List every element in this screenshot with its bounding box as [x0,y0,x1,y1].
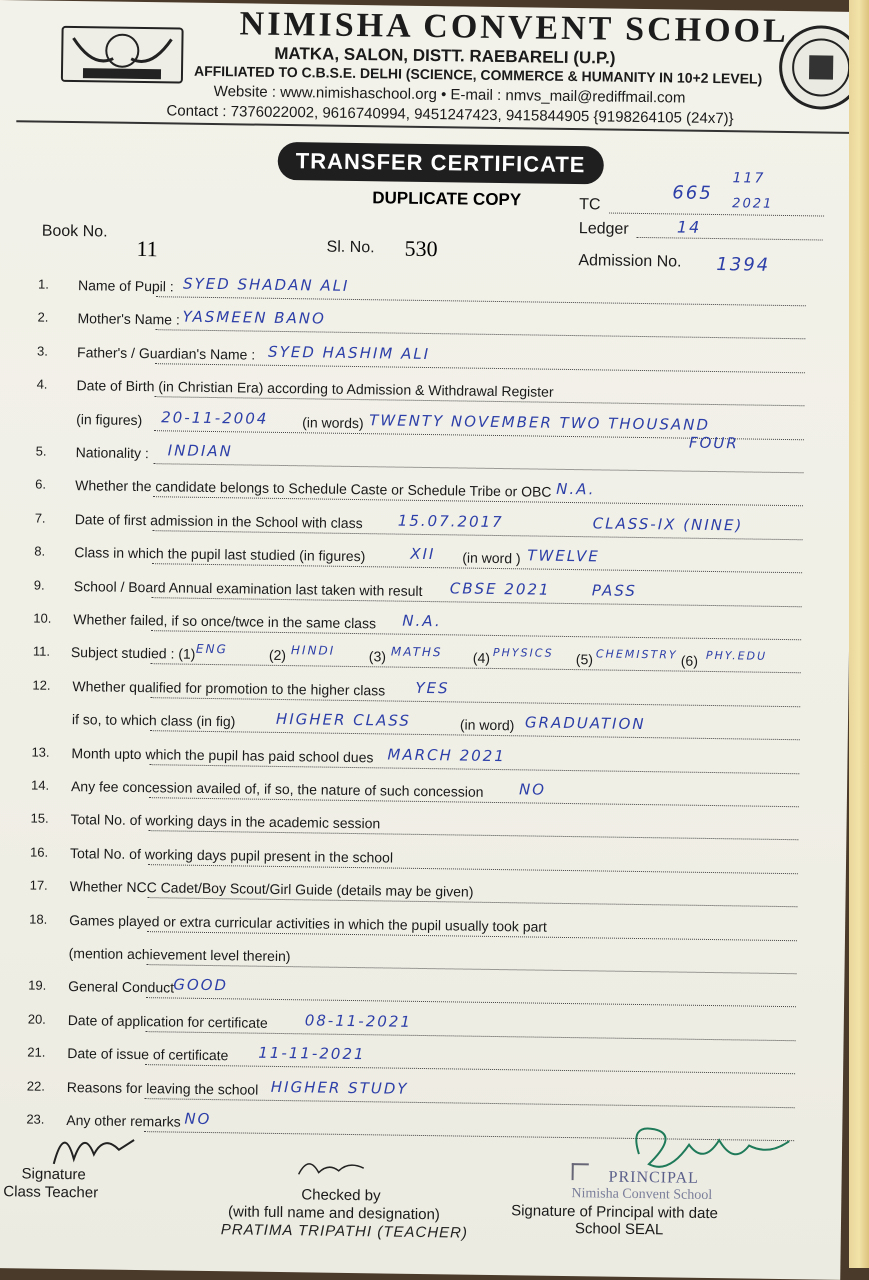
row-label-2: (in word ) [462,549,521,567]
row-dotted-line [149,764,799,774]
row-dotted-line [156,296,806,306]
tc-year-value: 2021 [732,196,774,212]
row-label: (mention achievement level therein) [68,945,291,965]
row-number: 21. [27,1044,46,1060]
row-number: 15. [30,810,49,826]
row-number: 9. [33,577,45,593]
row-label: Reasons for leaving the school [66,1079,259,1098]
admission-label: Admission No. [578,252,682,271]
row-dotted-line [155,363,805,373]
checked-by-note: (with full name and designation) [227,1203,440,1224]
row-label: Date of first admission in the School with class [74,511,363,532]
subject-3-value: MATHS [390,644,443,660]
checked-by-label: Checked by [301,1186,381,1205]
row-dotted-line [155,329,805,339]
row-number: 16. [30,844,49,860]
row-label: Whether NCC Cadet/Boy Scout/Girl Guide (details may be given) [69,878,474,900]
row-value: NO [518,780,547,799]
school-address: MATKA, SALON, DISTT. RAEBARELI (U.P.) [274,43,616,68]
row-value-2: GRADUATION [524,713,646,734]
row-dotted-line [152,597,802,607]
row-dotted-line [147,964,797,974]
row-value-2: TWENTY NOVEMBER TWO THOUSAND [369,411,711,434]
principal-stamp-title: PRINCIPAL [608,1168,699,1187]
checked-by-signature [294,1152,374,1183]
row-label: Nationality : [75,444,149,462]
class-teacher-label: Class Teacher [3,1183,99,1202]
tc-label: TC [579,196,601,214]
checked-by-name: PRATIMA TRIPATHI (TEACHER) [220,1221,469,1242]
row-number: 18. [29,911,48,927]
row-label: Whether failed, if so once/twce in the same class [73,611,377,632]
tc-value: 665 [672,182,713,204]
ledger-label: Ledger [578,220,629,238]
row-label: Mother's Name : [77,310,180,328]
row-label: Date of application for certificate [67,1012,268,1031]
row-value-2: CLASS-IX (NINE) [592,514,744,535]
row-number: 10. [33,610,52,626]
row-number: 7. [34,510,46,526]
row-value: SYED HASHIM ALI [267,342,431,364]
school-name: NIMISHA CONVENT SCHOOL [239,5,789,51]
school-contact: Contact : 7376022002, 9616740994, 9451247423, 9415844905 {9198264105 (24x7)} [166,102,734,128]
subject-6-label: (6) [680,652,699,669]
row-number: 13. [31,744,50,760]
school-logo-icon [63,28,182,82]
tc-sub-value: 117 [732,170,766,187]
row-number: 12. [32,677,51,693]
row-value: HIGHER CLASS [275,709,411,730]
row-value: SYED SHADAN ALI [182,274,350,295]
copy-type: DUPLICATE COPY [372,188,522,210]
row-number: 17. [29,877,48,893]
row-number: 14. [30,777,50,793]
admission-value: 1394 [716,254,771,276]
sl-label: Sl. No. [326,238,375,257]
row-number: 20. [27,1011,46,1027]
row-value-2: PASS [591,581,638,600]
row-label: Date of Birth (in Christian Era) according to Admission & Withdrawal Register [76,377,554,400]
school-website: Website : www.nimishaschool.org • E-mail : nmvs_mail@rediffmail.com [213,82,686,107]
row-label: Whether qualified for promotion to the higher class [72,678,386,699]
ledger-value: 14 [676,217,702,237]
row-value: 11-11-2021 [258,1043,366,1064]
subject-4-value: PHYSICS [492,645,554,660]
row-value: GOOD [173,975,229,995]
subject-3-label: (3) [368,648,387,665]
row-value: XII [410,544,436,564]
row-number: 23. [26,1111,45,1127]
subject-5-label: (5) [575,651,594,668]
row-dotted-line [154,463,804,473]
school-affiliation: AFFILIATED TO C.B.S.E. DELHI (SCIENCE, COMMERCE & HUMANITY IN 10+2 LEVEL) [193,62,763,87]
certificate-title: TRANSFER CERTIFICATE [278,142,604,185]
row-label: Total No. of working days pupil present in the school [69,845,394,866]
row-label: General Conduct [68,978,175,996]
row-dotted-line [146,1031,796,1041]
row-number: 22. [26,1078,46,1094]
row-label: Father's / Guardian's Name : [76,344,256,363]
row-value: MARCH 2021 [387,745,506,766]
principal-stamp-corner [572,1163,589,1180]
principal-stamp-school: Nimisha Convent School [571,1186,713,1204]
row-value-3: FOUR [688,433,739,453]
subject-6-value: PHY.EDU [705,648,768,663]
row-label: (in figures) [76,411,143,429]
row-label: Date of issue of certificate [67,1045,229,1064]
ledger-line [637,237,823,241]
row-value: 20-11-2004 [161,408,269,428]
row-value: YES [415,678,450,698]
row-value: N.A. [402,611,442,631]
row-dotted-line [146,997,796,1007]
row-label-2: (in words) [302,414,364,432]
row-label: Class in which the pupil last studied (in figures) [74,544,366,565]
row-number: 1. [37,276,49,292]
row-value: 08-11-2021 [304,1011,413,1031]
row-dotted-line [145,1098,795,1108]
book-value: 11 [136,235,158,262]
row-value: CBSE 2021 [449,579,551,599]
row-number: 4. [36,376,48,392]
row-label: if so, to which class (in fig) [71,711,236,730]
row-value: YASMEEN BANO [182,307,326,328]
principal-signature [618,1114,794,1191]
row-dotted-line [151,630,801,640]
subject-2-value: HINDI [290,643,336,658]
row-value-2: TWELVE [527,546,600,566]
subject-5-value: CHEMISTRY [595,647,678,662]
subject-1-value: ENG [195,641,228,657]
row-dotted-line [148,830,798,840]
row-label: Any other remarks [66,1112,181,1130]
row-number: 3. [36,343,49,359]
row-number: 5. [35,443,47,459]
row-number: 8. [34,543,46,559]
row-number: 6. [35,476,47,492]
row-label: Month upto which the pupil has paid school dues [71,745,374,766]
row-label: Name of Pupil : [77,277,174,295]
school-seal-label: School SEAL [574,1220,664,1239]
class-teacher-sig-label: Signature [21,1165,86,1184]
row-label: School / Board Annual examination last taken with result [73,578,423,599]
row-value: HIGHER STUDY [270,1077,409,1098]
folder-edge [849,0,869,1268]
book-label: Book No. [41,222,108,241]
row-value: INDIAN [167,441,233,461]
row-number: 19. [28,977,47,993]
row-value: NO [184,1109,212,1129]
row-value: 15.07.2017 [397,511,504,532]
row-number: 2. [37,309,49,325]
sl-value: 530 [404,235,438,262]
row-dotted-line [150,697,800,707]
row-number: 11. [32,643,51,659]
subjects-label: Subject studied : (1) [70,644,196,662]
row-label: Any fee concession availed of, if so, the nature of such concession [70,778,484,800]
subject-4-label: (4) [472,649,491,666]
subject-2-label: (2) [268,646,287,664]
tc-line [609,213,824,217]
row-label: Games played or extra curricular activities in which the pupil usually took part [69,912,548,935]
row-dotted-line [148,864,798,874]
row-label-2: (in word) [459,716,515,734]
row-label: Whether the candidate belongs to Schedule Caste or Schedule Tribe or OBC [75,477,552,500]
row-dotted-line [145,1064,795,1074]
school-logo [61,26,184,84]
row-label: Total No. of working days in the academic session [70,811,381,832]
row-value: N.A. [556,479,596,499]
principal-sig-label: Signature of Principal with date [511,1202,719,1223]
